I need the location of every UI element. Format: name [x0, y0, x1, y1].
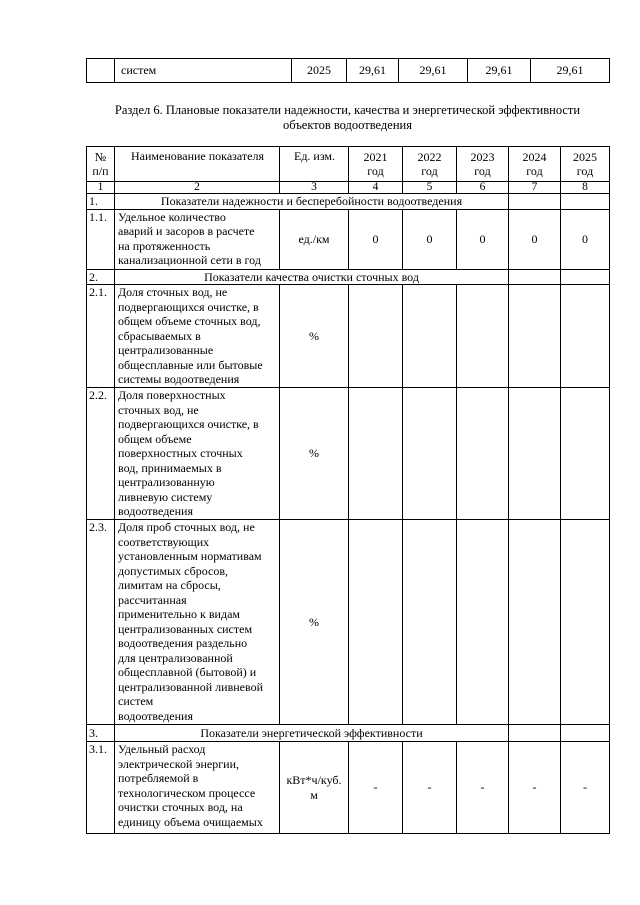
indicator-value: - — [561, 742, 610, 834]
indicator-value — [561, 285, 610, 388]
section-heading — [80, 103, 615, 133]
section-row — [87, 725, 610, 742]
header-year: 2025 год — [561, 147, 610, 182]
section-title: Показатели надежности и бесперебойности водоотведения — [115, 194, 509, 210]
index-cell: 8 — [561, 182, 610, 194]
indicator-name: Удельный расход электрической энергии, потребляемой в технологическом процессе очистки сточных вод, на единицу объема очищаемых — [115, 742, 280, 834]
indicator-value — [349, 285, 403, 388]
indicators-table — [86, 146, 610, 834]
section-heading-line: объектов водоотведения — [283, 118, 412, 132]
section-num: 2. — [87, 269, 115, 285]
table-cell — [87, 59, 115, 83]
indicator-num: 3.1. — [87, 742, 115, 834]
table-cell — [561, 725, 610, 742]
indicator-value — [457, 520, 509, 725]
indicator-value — [509, 285, 561, 388]
indicator-value: - — [509, 742, 561, 834]
indicator-unit: % — [280, 520, 349, 725]
indicator-value: - — [349, 742, 403, 834]
indicator-row — [87, 742, 610, 834]
table-cell — [561, 269, 610, 285]
index-cell: 2 — [115, 182, 280, 194]
header-unit: Ед. изм. — [280, 147, 349, 182]
indicator-value — [349, 388, 403, 520]
indicator-value: - — [457, 742, 509, 834]
indicator-num: 2.3. — [87, 520, 115, 725]
row-value: 29,61 — [399, 59, 468, 83]
section-num: 1. — [87, 194, 115, 210]
section-row — [87, 194, 610, 210]
index-cell: 3 — [280, 182, 349, 194]
indicator-row — [87, 520, 610, 725]
indicator-value — [403, 388, 457, 520]
row-value: 29,61 — [531, 59, 610, 83]
table-cell — [561, 194, 610, 210]
index-cell: 4 — [349, 182, 403, 194]
previous-table-tail — [86, 58, 610, 83]
indicator-value — [403, 285, 457, 388]
section-num: 3. — [87, 725, 115, 742]
index-cell: 7 — [509, 182, 561, 194]
row-label: систем — [115, 59, 292, 83]
indicator-row — [87, 285, 610, 388]
indicator-name: Доля сточных вод, не подвергающихся очистке, в общем объеме сточных вод, сбрасываемых в централизованные общесплавные или бытовые системы водоотведения — [115, 285, 280, 388]
indicator-value — [509, 520, 561, 725]
indicator-unit: ед./км — [280, 209, 349, 269]
indicator-value — [561, 520, 610, 725]
indicator-name: Доля проб сточных вод, не соответствующих установленным нормативам допустимых сбросов, лимитам на сбросы, рассчитанная применительно к видам централизованных систем водоотведения раздельно для централизованной общесплавной (бытовой) и централизованной ливневой систем водоотведения — [115, 520, 280, 725]
indicator-value — [509, 388, 561, 520]
section-title: Показатели энергетической эффективности — [115, 725, 509, 742]
row-value: 29,61 — [468, 59, 531, 83]
header-year: 2021 год — [349, 147, 403, 182]
section-title: Показатели качества очистки сточных вод — [115, 269, 509, 285]
table-cell — [509, 725, 561, 742]
header-year: 2023 год — [457, 147, 509, 182]
indicator-value — [403, 520, 457, 725]
indicator-value — [349, 520, 403, 725]
indicator-value — [457, 388, 509, 520]
indicator-value: 0 — [457, 209, 509, 269]
index-cell: 6 — [457, 182, 509, 194]
table-row — [87, 59, 610, 83]
indicator-value: 0 — [349, 209, 403, 269]
index-cell: 5 — [403, 182, 457, 194]
table-cell — [509, 194, 561, 210]
section-heading-line: Раздел 6. Плановые показатели надежности, качества и энергетической эффективности — [114, 103, 581, 117]
indicator-value — [457, 285, 509, 388]
indicator-row — [87, 209, 610, 269]
header-row — [87, 147, 610, 182]
index-row — [87, 182, 610, 194]
indicator-num: 2.1. — [87, 285, 115, 388]
indicator-value: 0 — [561, 209, 610, 269]
indicator-unit: кВт*ч/куб. м — [280, 742, 349, 834]
section-row — [87, 269, 610, 285]
indicator-value: 0 — [509, 209, 561, 269]
row-value: 29,61 — [347, 59, 399, 83]
index-cell: 1 — [87, 182, 115, 194]
header-year: 2024 год — [509, 147, 561, 182]
header-num: № п/п — [87, 147, 115, 182]
header-year: 2022 год — [403, 147, 457, 182]
indicator-value: - — [403, 742, 457, 834]
indicator-num: 1.1. — [87, 209, 115, 269]
indicator-unit: % — [280, 285, 349, 388]
indicator-unit: % — [280, 388, 349, 520]
indicator-row — [87, 388, 610, 520]
indicator-value — [561, 388, 610, 520]
indicator-num: 2.2. — [87, 388, 115, 520]
table-cell — [509, 269, 561, 285]
row-year: 2025 — [292, 59, 347, 83]
indicator-value: 0 — [403, 209, 457, 269]
header-name: Наименование показателя — [115, 147, 280, 182]
indicator-name: Доля поверхностных сточных вод, не подвергающихся очистке, в общем объеме поверхностных сточных вод, принимаемых в централизованную ливневую систему водоотведения — [115, 388, 280, 520]
indicator-name: Удельное количество аварий и засоров в расчете на протяженность канализационной сети в год — [115, 209, 280, 269]
